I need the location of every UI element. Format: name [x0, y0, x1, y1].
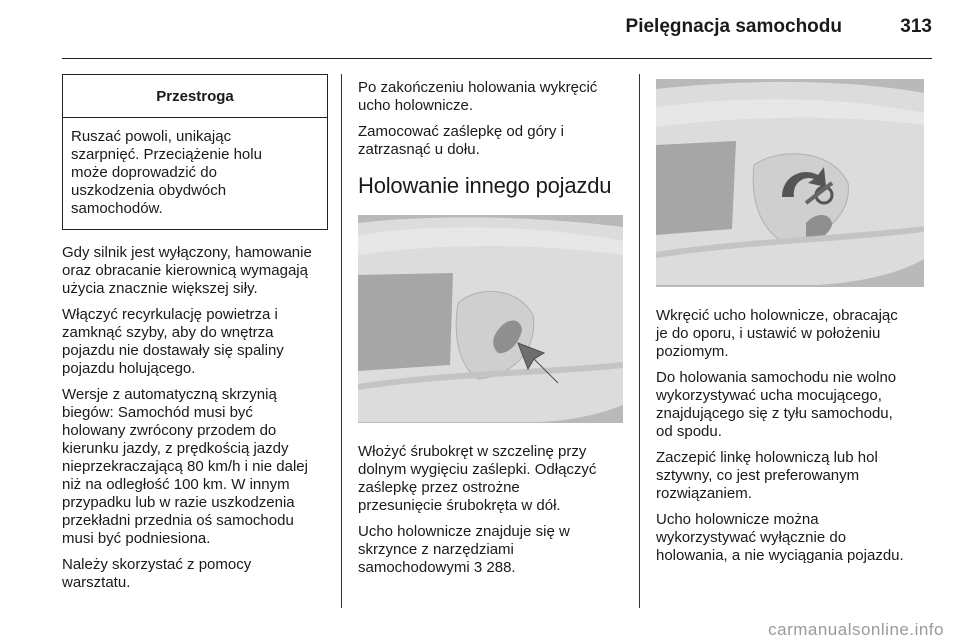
grille-opening — [656, 141, 736, 235]
paragraph: Zamocować zaślepkę od góry i zatrzasnąć u dołu. — [358, 123, 564, 158]
column-divider — [639, 74, 640, 608]
page-number: 313 — [900, 16, 932, 37]
caution-title: Przestroga — [63, 75, 327, 118]
caution-line: uszkodzenia obydwóch — [71, 182, 227, 199]
paragraph: Wersje z automatyczną skrzynią biegów: Samochód musi być holowany zwrócony przodem do kierunku jazdy, z prędkością jazdy nieprzekraczającą 80 km/h i nie dalej niż na odległość 100 km. W innym przypadku lub w razie uszkodzenia przekładni przednia oś samochodu musi być podniesiona. — [62, 386, 308, 547]
paragraph: Do holowania samochodu nie wolno wykorzystywać ucha mocującego, znajdującego się z tyłu samochodu, od spodu. — [656, 369, 897, 440]
caution-line: szarpnięć. Przeciążenie holu — [71, 146, 262, 163]
caution-line: może doprowadzić do — [71, 164, 217, 181]
watermark: carmanualsonline.info — [768, 620, 944, 639]
paragraph: Gdy silnik jest wyłączony, hamowanie oraz obracanie kierownicą wymagają użycia znacznie większej siły. — [62, 244, 312, 297]
paragraph: Po zakończeniu holowania wykręcić ucho holownicze. — [358, 79, 598, 114]
figure-tow-eye-install — [656, 79, 924, 287]
column-3 — [656, 79, 924, 573]
caution-line: samochodów. — [71, 200, 163, 217]
grille-opening — [358, 273, 453, 371]
column-2 — [358, 79, 623, 585]
page-header-title: Pielęgnacja samochodu — [625, 16, 842, 37]
header-divider — [62, 58, 932, 59]
paragraph: Zaczepić linkę holowniczą lub hol sztywny, co jest preferowanym rozwiązaniem. — [656, 449, 878, 502]
paragraph: Należy skorzystać z pomocy warsztatu. — [62, 556, 252, 591]
caution-line: Ruszać powoli, unikając — [71, 128, 232, 145]
paragraph: Wkręcić ucho holownicze, obracając je do oporu, i ustawić w położeniu poziomym. — [656, 307, 898, 360]
page-reference-link[interactable]: 288. — [486, 559, 516, 576]
figure-bumper-cover-removal — [358, 215, 623, 423]
page-reference-icon: 3 — [473, 559, 483, 576]
paragraph: Ucho holownicze można wykorzystywać wyłącznie do holowania, a nie wyciągania pojazdu. — [656, 511, 904, 564]
column-divider — [341, 74, 342, 608]
paragraph: Włączyć recyrkulację powietrza i zamknąć szyby, aby do wnętrza pojazdu nie dostawały się spaliny pojazdu holującego. — [62, 306, 284, 377]
caution-text — [63, 118, 327, 229]
paragraph: Włożyć śrubokręt w szczelinę przy dolnym wygięciu zaślepki. Odłączyć zaślepkę przez ostrożne przesunięcie śrubokręta w dół. — [358, 443, 597, 514]
section-heading: Holowanie innego pojazdu — [358, 173, 612, 198]
caution-box — [62, 74, 328, 230]
paragraph-with-reference: Ucho holownicze znajduje się w skrzynce z narzędziami samochodowymi 3 288. — [358, 523, 570, 576]
column-1 — [62, 74, 328, 600]
